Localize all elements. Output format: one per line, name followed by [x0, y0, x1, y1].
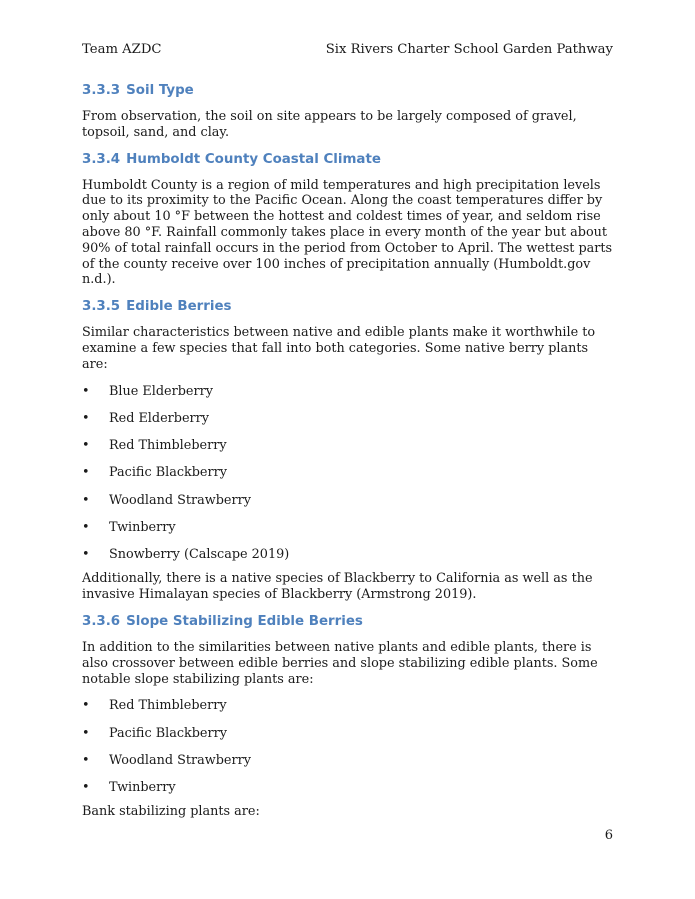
section-heading-soil-type — [82, 82, 613, 100]
section-number: 3.3.4 — [82, 151, 121, 167]
list-item-text: Blue Elderberry — [109, 383, 213, 399]
berries-outro-paragraph: Additionally, there is a native species of Blackberry to California as well as the invasive Himalayan species of Blackberry (Armstrong 2019). — [82, 571, 593, 603]
list-item-text: Red Thimbleberry — [109, 438, 227, 454]
section-title: Slope Stabilizing Edible Berries — [126, 613, 363, 629]
section-heading-climate — [82, 151, 613, 169]
bullet-icon: • — [82, 520, 90, 536]
section-title: Humboldt County Coastal Climate — [126, 151, 381, 167]
climate-paragraph: Humboldt County is a region of mild temperatures and high precipitation levels due to its proximity to the Pacific Ocean. Along the coast temperatures differ by only about 10 °F between the hottest and coldest times of year, and seldom rise above 80 °F. Rainfall commonly takes place in every month of the year but about 90% of total rainfall occurs in the period from October to April. The wettest parts of the county receive over 100 inches of precipitation annually (Humboldt.gov n.d.). — [82, 177, 613, 288]
bullet-icon: • — [82, 465, 90, 481]
list-item-text: Twinberry — [109, 520, 176, 536]
list-item-text: Woodland Strawberry — [109, 492, 251, 508]
bullet-icon: • — [82, 438, 90, 454]
section-number: 3.3.3 — [82, 83, 121, 98]
page-number: 6 — [604, 828, 613, 843]
section-number: 3.3.5 — [82, 299, 121, 315]
list-item — [82, 698, 613, 714]
bullet-icon: • — [82, 492, 90, 508]
list-item — [82, 384, 613, 400]
header-team-name: Team AZDC — [82, 42, 162, 57]
list-item-text: Pacific Blackberry — [109, 465, 227, 481]
slope-intro-paragraph: In addition to the similarities between native plants and edible plants, there is also crossover between edible berries and slope stabilizing edible plants. Some notable slope stabilizing plants are: — [82, 639, 598, 687]
list-item-text: Red Thimbleberry — [109, 698, 227, 714]
slope-outro-paragraph: Bank stabilizing plants are: — [82, 804, 260, 820]
bullet-icon: • — [82, 752, 90, 768]
list-item-text: Woodland Strawberry — [109, 752, 251, 768]
bullet-icon: • — [82, 725, 90, 741]
header-project-title: Six Rivers Charter School Garden Pathway — [325, 42, 613, 57]
bullet-icon: • — [82, 780, 90, 796]
section-title: Soil Type — [126, 83, 194, 98]
list-item — [82, 465, 613, 481]
list-item — [82, 493, 613, 509]
soil-paragraph: From observation, the soil on site appears to be largely composed of gravel, topsoil, sand, and clay. — [82, 109, 577, 140]
bullet-icon: • — [82, 547, 90, 563]
list-item — [82, 726, 613, 742]
list-item-text: Snowberry (Calscape 2019) — [109, 547, 290, 563]
section-number: 3.3.6 — [82, 613, 121, 629]
list-item — [82, 547, 613, 563]
native-berry-list — [82, 384, 613, 564]
bullet-icon: • — [82, 698, 90, 714]
list-item — [82, 520, 613, 536]
bullet-icon: • — [82, 383, 90, 399]
section-heading-edible-berries — [82, 298, 613, 316]
section-title: Edible Berries — [126, 299, 232, 315]
section-heading-slope-stabilizing — [82, 613, 613, 631]
list-item — [82, 411, 613, 427]
list-item — [82, 438, 613, 454]
berries-intro-paragraph: Similar characteristics between native and edible plants make it worthwhile to examine a few species that fall into both categories. Some native berry plants are: — [82, 325, 596, 372]
slope-stabilizing-list — [82, 698, 613, 796]
list-item — [82, 753, 613, 769]
list-item-text: Red Elderberry — [109, 410, 210, 426]
list-item-text: Twinberry — [109, 780, 176, 796]
list-item-text: Pacific Blackberry — [109, 725, 227, 741]
page-content — [82, 82, 613, 828]
list-item — [82, 780, 613, 796]
bullet-icon: • — [82, 410, 90, 426]
